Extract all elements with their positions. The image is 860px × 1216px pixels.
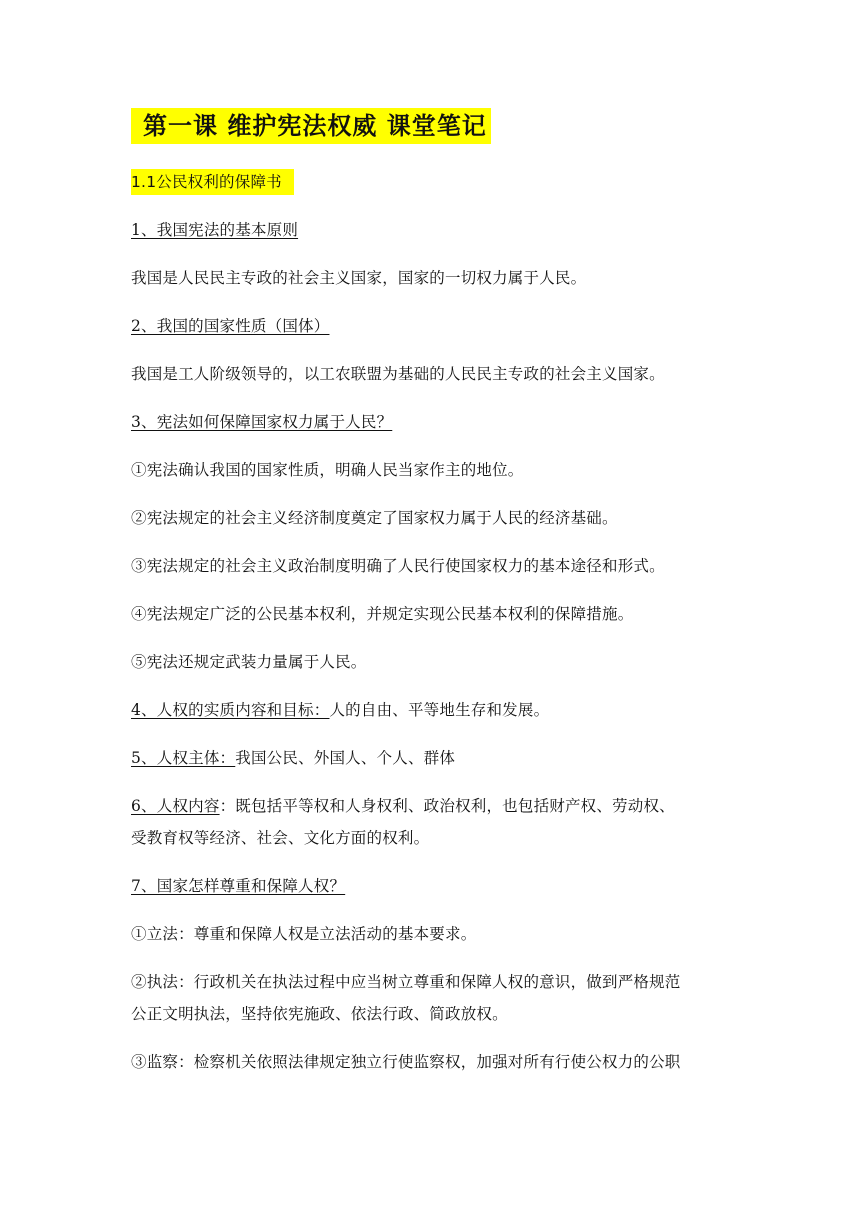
body-text: 受教育权等经济、社会、文化方面的权利。 <box>131 829 430 847</box>
paragraph-line-7 <box>131 508 618 528</box>
body-text: 公正文明执法，坚持依宪施政、依法行政、简政放权。 <box>131 1005 508 1023</box>
paragraph-line-15 <box>131 876 345 896</box>
section-heading <box>131 172 294 192</box>
paragraph-line-17 <box>131 972 681 992</box>
body-text: 我国公民、外国人、个人、群体 <box>235 749 456 767</box>
paragraph-line-3 <box>131 316 329 336</box>
body-text: 我国是人民民主专政的社会主义国家，国家的一切权力属于人民。 <box>131 269 587 287</box>
section-heading-text: 1.1公民权利的保障书 <box>131 169 294 195</box>
heading-text: 3、宪法如何保障国家权力属于人民？ <box>131 413 393 431</box>
body-text: 人的自由、平等地生存和发展。 <box>329 701 550 719</box>
paragraph-line-10 <box>131 652 367 672</box>
heading-text: 7、国家怎样尊重和保障人权？ <box>131 877 346 895</box>
heading-text: 2、我国的国家性质（国体） <box>131 317 330 335</box>
heading-text: 4、人权的实质内容和目标： <box>131 701 330 719</box>
heading-text: 6、人权内容 <box>131 797 220 815</box>
page-title: 第一课 维护宪法权威 课堂笔记 <box>131 108 491 144</box>
paragraph-line-4 <box>131 364 665 384</box>
heading-text: 5、人权主体： <box>131 749 236 767</box>
body-text: ①立法：尊重和保障人权是立法活动的基本要求。 <box>131 925 477 943</box>
paragraph-line-14 <box>131 828 429 848</box>
body-text: 我国是工人阶级领导的，以工农联盟为基础的人民民主专政的社会主义国家。 <box>131 365 665 383</box>
paragraph-line-8 <box>131 556 665 576</box>
body-text: ④宪法规定广泛的公民基本权利，并规定实现公民基本权利的保障措施。 <box>131 605 634 623</box>
paragraph-line-9 <box>131 604 633 624</box>
body-text: ②宪法规定的社会主义经济制度奠定了国家权力属于人民的经济基础。 <box>131 509 618 527</box>
paragraph-line-1 <box>131 220 298 240</box>
body-text: ⑤宪法还规定武装力量属于人民。 <box>131 653 367 671</box>
heading-text: 1、我国宪法的基本原则 <box>131 221 299 239</box>
paragraph-line-19 <box>131 1052 681 1072</box>
paragraph-line-6 <box>131 460 524 480</box>
body-text: ②执法：行政机关在执法过程中应当树立尊重和保障人权的意识，做到严格规范 <box>131 973 681 991</box>
paragraph-line-2 <box>131 268 586 288</box>
paragraph-line-18 <box>131 1004 508 1024</box>
body-text: ③宪法规定的社会主义政治制度明确了人民行使国家权力的基本途径和形式。 <box>131 557 665 575</box>
body-text: ③监察：检察机关依照法律规定独立行使监察权，加强对所有行使公权力的公职 <box>131 1053 681 1071</box>
paragraph-line-5 <box>131 412 392 432</box>
paragraph-line-16 <box>131 924 476 944</box>
body-text: ：既包括平等权和人身权利、政治权利，也包括财产权、劳动权、 <box>219 797 675 815</box>
paragraph-line-13 <box>131 796 675 816</box>
paragraph-line-11 <box>131 700 549 720</box>
body-text: ①宪法确认我国的国家性质，明确人民当家作主的地位。 <box>131 461 524 479</box>
paragraph-line-12 <box>131 748 455 768</box>
